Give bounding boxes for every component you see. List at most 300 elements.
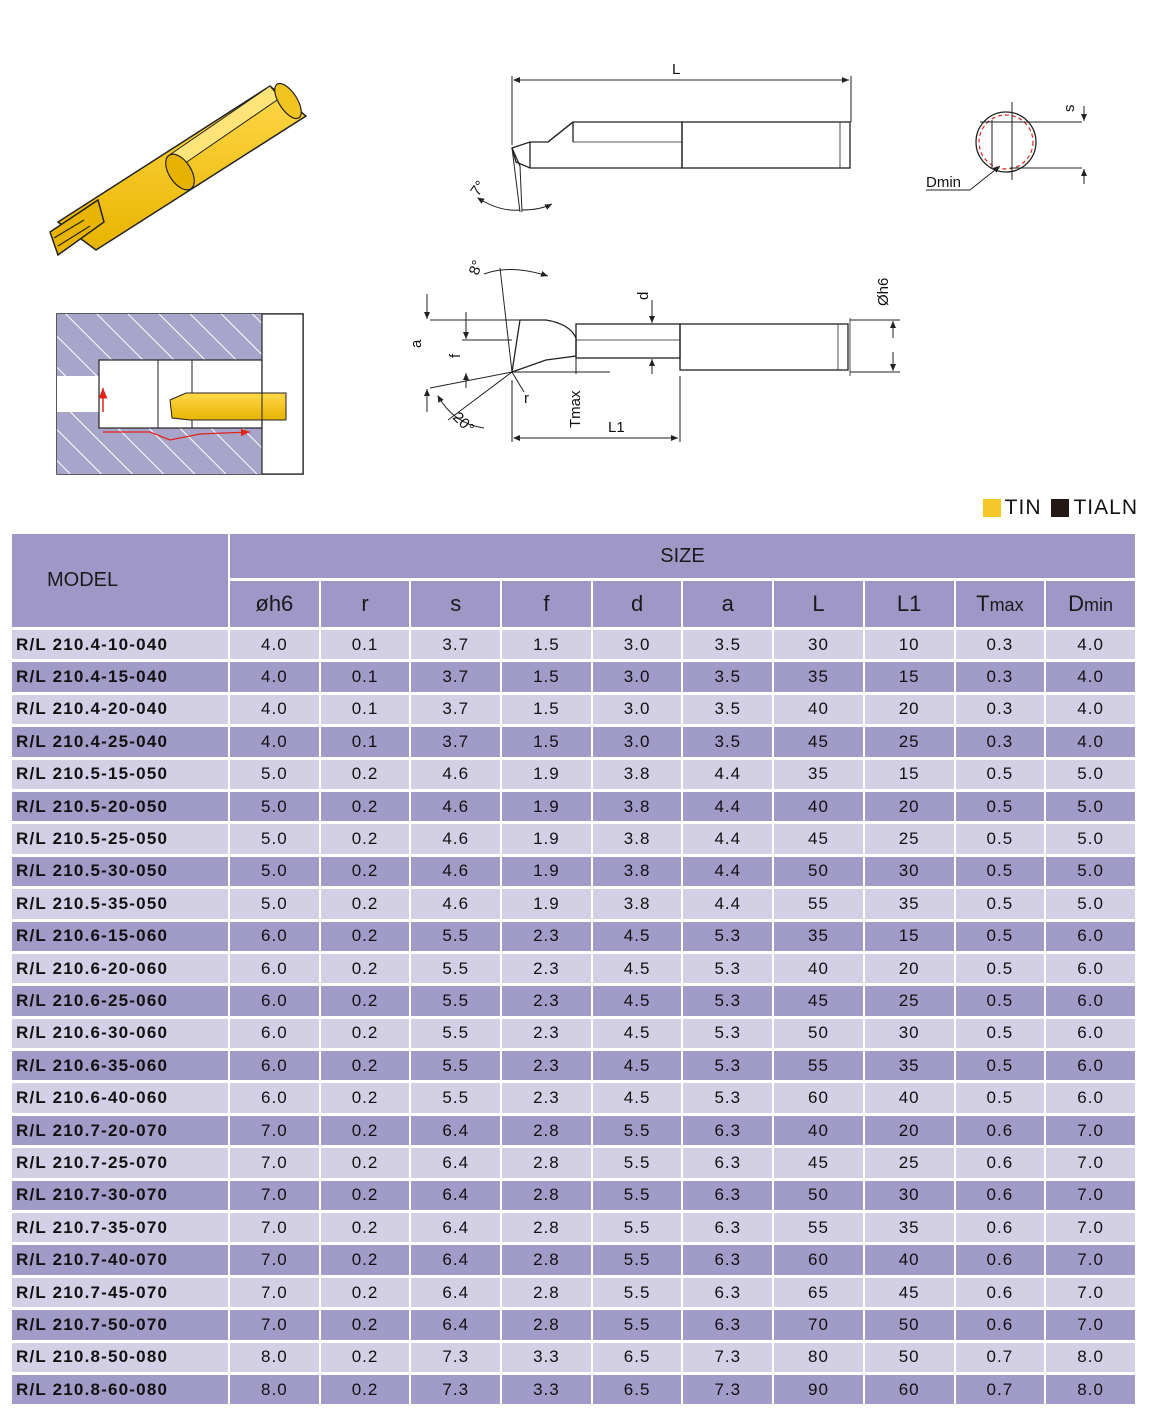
model-cell: R/L 210.5-30-050 [12, 857, 228, 886]
value-cell: 7.0 [230, 1278, 319, 1307]
value-cell: 0.6 [956, 1181, 1045, 1210]
model-cell: R/L 210.6-30-060 [12, 1019, 228, 1048]
value-cell: 3.5 [683, 630, 772, 659]
value-cell: 2.3 [502, 922, 591, 951]
value-cell: 0.2 [321, 760, 410, 789]
value-cell: 55 [774, 889, 863, 918]
tool-3d-illustration [50, 79, 306, 255]
value-cell: 0.3 [956, 662, 1045, 691]
value-cell: 8.0 [230, 1375, 319, 1404]
value-cell: 45 [865, 1278, 954, 1307]
value-cell: 5.5 [411, 1019, 500, 1048]
value-cell: 4.6 [411, 792, 500, 821]
value-cell: 4.0 [1046, 695, 1135, 724]
dim-label-f: f [447, 353, 464, 358]
tialn-swatch [1051, 499, 1069, 517]
value-cell: 3.3 [502, 1343, 591, 1372]
value-cell: 40 [865, 1245, 954, 1274]
model-header: MODEL [12, 534, 228, 627]
value-cell: 0.1 [321, 727, 410, 756]
model-cell: R/L 210.4-20-040 [12, 695, 228, 724]
value-cell: 3.8 [593, 824, 682, 853]
column-header-main: d [630, 591, 644, 616]
value-cell: 35 [774, 760, 863, 789]
value-cell: 0.3 [956, 630, 1045, 659]
value-cell: 0.6 [956, 1213, 1045, 1242]
dim-label-h6: Øh6 [875, 277, 892, 306]
value-cell: 3.8 [593, 792, 682, 821]
table-row [12, 1245, 1135, 1274]
value-cell: 5.0 [1046, 857, 1135, 886]
value-cell: 0.2 [321, 1181, 410, 1210]
dim-label-dmin: Dmin [926, 174, 962, 191]
value-cell: 3.7 [411, 695, 500, 724]
top-view-drawing [427, 268, 900, 442]
value-cell: 0.2 [321, 889, 410, 918]
value-cell: 0.2 [321, 1019, 410, 1048]
value-cell: 3.3 [502, 1375, 591, 1404]
value-cell: 5.5 [593, 1278, 682, 1307]
value-cell: 3.7 [411, 630, 500, 659]
value-cell: 1.9 [502, 760, 591, 789]
value-cell: 30 [865, 857, 954, 886]
table-row [12, 630, 1135, 659]
table-row [12, 922, 1135, 951]
value-cell: 6.3 [683, 1181, 772, 1210]
value-cell: 4.0 [230, 662, 319, 691]
value-cell: 3.8 [593, 857, 682, 886]
table-body [12, 630, 1135, 1404]
value-cell: 2.8 [502, 1310, 591, 1339]
value-cell: 5.0 [230, 760, 319, 789]
value-cell: 35 [774, 662, 863, 691]
value-cell: 6.4 [411, 1310, 500, 1339]
value-cell: 3.7 [411, 727, 500, 756]
dim-label-L1: L1 [608, 419, 625, 436]
value-cell: 20 [865, 792, 954, 821]
value-cell: 0.5 [956, 760, 1045, 789]
value-cell: 4.6 [411, 889, 500, 918]
value-cell: 7.0 [1046, 1310, 1135, 1339]
value-cell: 0.5 [956, 1051, 1045, 1080]
column-header-main: r [361, 591, 369, 616]
value-cell: 1.5 [502, 695, 591, 724]
value-cell: 4.4 [683, 792, 772, 821]
tin-label: TIN [1004, 496, 1042, 519]
column-header-main: øh6 [255, 591, 294, 616]
value-cell: 5.5 [411, 1083, 500, 1112]
value-cell: 0.5 [956, 922, 1045, 951]
legend-item-tin [983, 496, 1042, 520]
value-cell: 0.2 [321, 1245, 410, 1274]
dim-label-tmax: Tmax [567, 390, 584, 428]
value-cell: 90 [774, 1375, 863, 1404]
value-cell: 4.5 [593, 922, 682, 951]
value-cell: 2.8 [502, 1148, 591, 1177]
dim-label-r: r [524, 390, 529, 407]
value-cell: 6.4 [411, 1213, 500, 1242]
legend-item-tialn [1051, 496, 1138, 520]
value-cell: 5.3 [683, 1019, 772, 1048]
value-cell: 5.0 [230, 889, 319, 918]
model-cell: R/L 210.6-35-060 [12, 1051, 228, 1080]
value-cell: 0.5 [956, 792, 1045, 821]
column-header [683, 581, 772, 627]
table-row [12, 695, 1135, 724]
table-row [12, 889, 1135, 918]
value-cell: 5.3 [683, 954, 772, 983]
column-header [865, 581, 954, 627]
value-cell: 4.5 [593, 1083, 682, 1112]
value-cell: 0.6 [956, 1310, 1045, 1339]
value-cell: 5.3 [683, 986, 772, 1015]
value-cell: 5.0 [1046, 889, 1135, 918]
value-cell: 0.2 [321, 792, 410, 821]
value-cell: 7.0 [230, 1148, 319, 1177]
value-cell: 0.5 [956, 857, 1045, 886]
value-cell: 6.3 [683, 1116, 772, 1145]
value-cell: 55 [774, 1051, 863, 1080]
column-header [956, 581, 1045, 627]
value-cell: 5.0 [230, 824, 319, 853]
value-cell: 6.0 [230, 1083, 319, 1112]
value-cell: 5.0 [1046, 760, 1135, 789]
technical-drawings [0, 0, 1160, 490]
value-cell: 0.3 [956, 695, 1045, 724]
value-cell: 15 [865, 760, 954, 789]
value-cell: 4.0 [230, 727, 319, 756]
value-cell: 7.0 [1046, 1181, 1135, 1210]
value-cell: 4.4 [683, 857, 772, 886]
table-row [12, 760, 1135, 789]
value-cell: 50 [865, 1310, 954, 1339]
table-row [12, 824, 1135, 853]
model-cell: R/L 210.6-40-060 [12, 1083, 228, 1112]
value-cell: 1.5 [502, 727, 591, 756]
model-cell: R/L 210.7-25-070 [12, 1148, 228, 1177]
value-cell: 20 [865, 695, 954, 724]
table-row [12, 1051, 1135, 1080]
value-cell: 35 [865, 1051, 954, 1080]
value-cell: 4.0 [1046, 630, 1135, 659]
value-cell: 6.0 [1046, 986, 1135, 1015]
table-row [12, 727, 1135, 756]
value-cell: 0.5 [956, 1083, 1045, 1112]
value-cell: 8.0 [1046, 1375, 1135, 1404]
value-cell: 5.0 [230, 857, 319, 886]
value-cell: 0.6 [956, 1116, 1045, 1145]
value-cell: 7.0 [230, 1181, 319, 1210]
value-cell: 5.5 [411, 986, 500, 1015]
value-cell: 50 [774, 1181, 863, 1210]
value-cell: 45 [774, 824, 863, 853]
value-cell: 6.0 [230, 986, 319, 1015]
value-cell: 60 [774, 1245, 863, 1274]
value-cell: 40 [774, 954, 863, 983]
value-cell: 0.6 [956, 1245, 1045, 1274]
model-cell: R/L 210.7-40-070 [12, 1245, 228, 1274]
value-cell: 5.0 [1046, 824, 1135, 853]
value-cell: 2.8 [502, 1116, 591, 1145]
value-cell: 0.2 [321, 1148, 410, 1177]
value-cell: 5.5 [411, 954, 500, 983]
value-cell: 4.4 [683, 889, 772, 918]
value-cell: 7.0 [1046, 1245, 1135, 1274]
value-cell: 8.0 [1046, 1343, 1135, 1372]
value-cell: 40 [774, 1116, 863, 1145]
value-cell: 55 [774, 1213, 863, 1242]
value-cell: 5.5 [593, 1116, 682, 1145]
table-row [12, 662, 1135, 691]
value-cell: 4.5 [593, 954, 682, 983]
model-cell: R/L 210.4-15-040 [12, 662, 228, 691]
value-cell: 3.0 [593, 662, 682, 691]
value-cell: 8.0 [230, 1343, 319, 1372]
model-cell: R/L 210.8-60-080 [12, 1375, 228, 1404]
value-cell: 4.6 [411, 760, 500, 789]
column-header-main: T [976, 591, 990, 616]
dim-label-s: s [1061, 104, 1078, 112]
value-cell: 25 [865, 824, 954, 853]
value-cell: 40 [865, 1083, 954, 1112]
value-cell: 5.3 [683, 1051, 772, 1080]
dim-label-a: a [408, 339, 425, 348]
value-cell: 70 [774, 1310, 863, 1339]
value-cell: 0.1 [321, 695, 410, 724]
value-cell: 3.5 [683, 727, 772, 756]
table-row [12, 857, 1135, 886]
value-cell: 5.3 [683, 922, 772, 951]
value-cell: 60 [865, 1375, 954, 1404]
value-cell: 0.2 [321, 1343, 410, 1372]
model-cell: R/L 210.7-30-070 [12, 1181, 228, 1210]
value-cell: 25 [865, 1148, 954, 1177]
table-row [12, 1019, 1135, 1048]
table-row [12, 986, 1135, 1015]
value-cell: 6.4 [411, 1245, 500, 1274]
value-cell: 2.8 [502, 1278, 591, 1307]
value-cell: 40 [774, 695, 863, 724]
model-cell: R/L 210.6-15-060 [12, 922, 228, 951]
value-cell: 4.0 [230, 695, 319, 724]
value-cell: 0.2 [321, 986, 410, 1015]
tialn-label: TIALN [1073, 496, 1138, 519]
model-cell: R/L 210.6-25-060 [12, 986, 228, 1015]
value-cell: 7.3 [411, 1343, 500, 1372]
value-cell: 2.3 [502, 1019, 591, 1048]
value-cell: 20 [865, 954, 954, 983]
value-cell: 2.8 [502, 1245, 591, 1274]
value-cell: 5.5 [411, 1051, 500, 1080]
table-row [12, 1213, 1135, 1242]
value-cell: 5.3 [683, 1083, 772, 1112]
value-cell: 7.0 [1046, 1148, 1135, 1177]
value-cell: 3.0 [593, 630, 682, 659]
value-cell: 80 [774, 1343, 863, 1372]
value-cell: 6.0 [1046, 1083, 1135, 1112]
table-row [12, 1310, 1135, 1339]
value-cell: 0.2 [321, 824, 410, 853]
value-cell: 0.1 [321, 662, 410, 691]
application-section-drawing [57, 314, 303, 474]
value-cell: 0.5 [956, 824, 1045, 853]
column-header-sub: max [989, 595, 1024, 615]
value-cell: 6.0 [230, 1051, 319, 1080]
value-cell: 1.9 [502, 824, 591, 853]
size-header: SIZE [230, 534, 1135, 578]
value-cell: 2.3 [502, 1051, 591, 1080]
table-row [12, 1278, 1135, 1307]
value-cell: 0.2 [321, 1051, 410, 1080]
value-cell: 2.3 [502, 986, 591, 1015]
column-header [502, 581, 591, 627]
value-cell: 6.5 [593, 1375, 682, 1404]
dim-label-L: L [672, 61, 681, 78]
value-cell: 7.0 [230, 1245, 319, 1274]
value-cell: 4.0 [230, 630, 319, 659]
value-cell: 3.5 [683, 695, 772, 724]
value-cell: 7.3 [683, 1343, 772, 1372]
value-cell: 0.6 [956, 1148, 1045, 1177]
value-cell: 4.5 [593, 986, 682, 1015]
value-cell: 6.4 [411, 1116, 500, 1145]
value-cell: 6.0 [1046, 954, 1135, 983]
table-row [12, 1116, 1135, 1145]
value-cell: 5.5 [593, 1148, 682, 1177]
value-cell: 3.8 [593, 760, 682, 789]
value-cell: 45 [774, 1148, 863, 1177]
value-cell: 60 [774, 1083, 863, 1112]
value-cell: 7.0 [230, 1310, 319, 1339]
value-cell: 6.0 [230, 954, 319, 983]
value-cell: 0.5 [956, 986, 1045, 1015]
value-cell: 15 [865, 922, 954, 951]
table-row [12, 1148, 1135, 1177]
model-cell: R/L 210.5-20-050 [12, 792, 228, 821]
model-cell: R/L 210.4-25-040 [12, 727, 228, 756]
value-cell: 40 [774, 792, 863, 821]
model-cell: R/L 210.5-15-050 [12, 760, 228, 789]
value-cell: 0.5 [956, 1019, 1045, 1048]
value-cell: 0.6 [956, 1278, 1045, 1307]
value-cell: 0.1 [321, 630, 410, 659]
value-cell: 20 [865, 1116, 954, 1145]
value-cell: 5.5 [411, 922, 500, 951]
value-cell: 1.9 [502, 889, 591, 918]
value-cell: 35 [865, 889, 954, 918]
column-header [321, 581, 410, 627]
column-header-main: L [812, 591, 825, 616]
table-row [12, 1343, 1135, 1372]
value-cell: 6.0 [1046, 1051, 1135, 1080]
value-cell: 35 [774, 922, 863, 951]
value-cell: 6.3 [683, 1278, 772, 1307]
value-cell: 25 [865, 727, 954, 756]
model-cell: R/L 210.7-45-070 [12, 1278, 228, 1307]
table-row [12, 1375, 1135, 1404]
value-cell: 1.5 [502, 630, 591, 659]
angle-label-7: 7° [467, 177, 490, 200]
value-cell: 2.8 [502, 1181, 591, 1210]
value-cell: 0.7 [956, 1375, 1045, 1404]
value-cell: 5.5 [593, 1310, 682, 1339]
value-cell: 0.2 [321, 857, 410, 886]
value-cell: 45 [774, 727, 863, 756]
value-cell: 6.4 [411, 1181, 500, 1210]
value-cell: 6.3 [683, 1148, 772, 1177]
value-cell: 4.6 [411, 824, 500, 853]
value-cell: 7.0 [1046, 1213, 1135, 1242]
value-cell: 4.6 [411, 857, 500, 886]
value-cell: 50 [774, 857, 863, 886]
column-header [230, 581, 319, 627]
model-cell: R/L 210.7-35-070 [12, 1213, 228, 1242]
column-header-main: D [1068, 591, 1085, 616]
value-cell: 6.5 [593, 1343, 682, 1372]
angle-label-8: 8° [465, 258, 487, 278]
value-cell: 5.5 [593, 1213, 682, 1242]
value-cell: 0.2 [321, 1116, 410, 1145]
model-cell: R/L 210.5-25-050 [12, 824, 228, 853]
model-cell: R/L 210.4-10-040 [12, 630, 228, 659]
value-cell: 30 [774, 630, 863, 659]
value-cell: 0.3 [956, 727, 1045, 756]
column-header-main: L1 [896, 591, 922, 616]
value-cell: 6.0 [230, 1019, 319, 1048]
value-cell: 7.0 [230, 1116, 319, 1145]
value-cell: 3.7 [411, 662, 500, 691]
column-header-main: s [450, 591, 462, 616]
tin-swatch [983, 499, 1001, 517]
dim-label-d: d [635, 291, 652, 300]
value-cell: 50 [774, 1019, 863, 1048]
value-cell: 2.8 [502, 1213, 591, 1242]
model-cell: R/L 210.8-50-080 [12, 1343, 228, 1372]
value-cell: 35 [865, 1213, 954, 1242]
value-cell: 2.3 [502, 954, 591, 983]
value-cell: 6.4 [411, 1278, 500, 1307]
value-cell: 3.8 [593, 889, 682, 918]
value-cell: 7.0 [1046, 1278, 1135, 1307]
value-cell: 4.4 [683, 760, 772, 789]
angle-label-20: 20° [449, 408, 478, 437]
value-cell: 0.2 [321, 1213, 410, 1242]
value-cell: 1.5 [502, 662, 591, 691]
value-cell: 5.0 [1046, 792, 1135, 821]
value-cell: 0.5 [956, 889, 1045, 918]
value-cell: 65 [774, 1278, 863, 1307]
value-cell: 3.0 [593, 695, 682, 724]
table-row [12, 1083, 1135, 1112]
value-cell: 3.5 [683, 662, 772, 691]
value-cell: 0.2 [321, 1278, 410, 1307]
column-header-sub: min [1084, 595, 1114, 615]
value-cell: 0.2 [321, 954, 410, 983]
coating-legend [983, 496, 1138, 520]
value-cell: 5.5 [593, 1245, 682, 1274]
column-header [411, 581, 500, 627]
value-cell: 7.3 [683, 1375, 772, 1404]
value-cell: 4.5 [593, 1019, 682, 1048]
value-cell: 3.0 [593, 727, 682, 756]
column-header [1046, 581, 1135, 627]
value-cell: 7.0 [1046, 1116, 1135, 1145]
table-row [12, 954, 1135, 983]
model-cell: R/L 210.7-50-070 [12, 1310, 228, 1339]
value-cell: 0.5 [956, 954, 1045, 983]
value-cell: 4.0 [1046, 727, 1135, 756]
value-cell: 0.7 [956, 1343, 1045, 1372]
